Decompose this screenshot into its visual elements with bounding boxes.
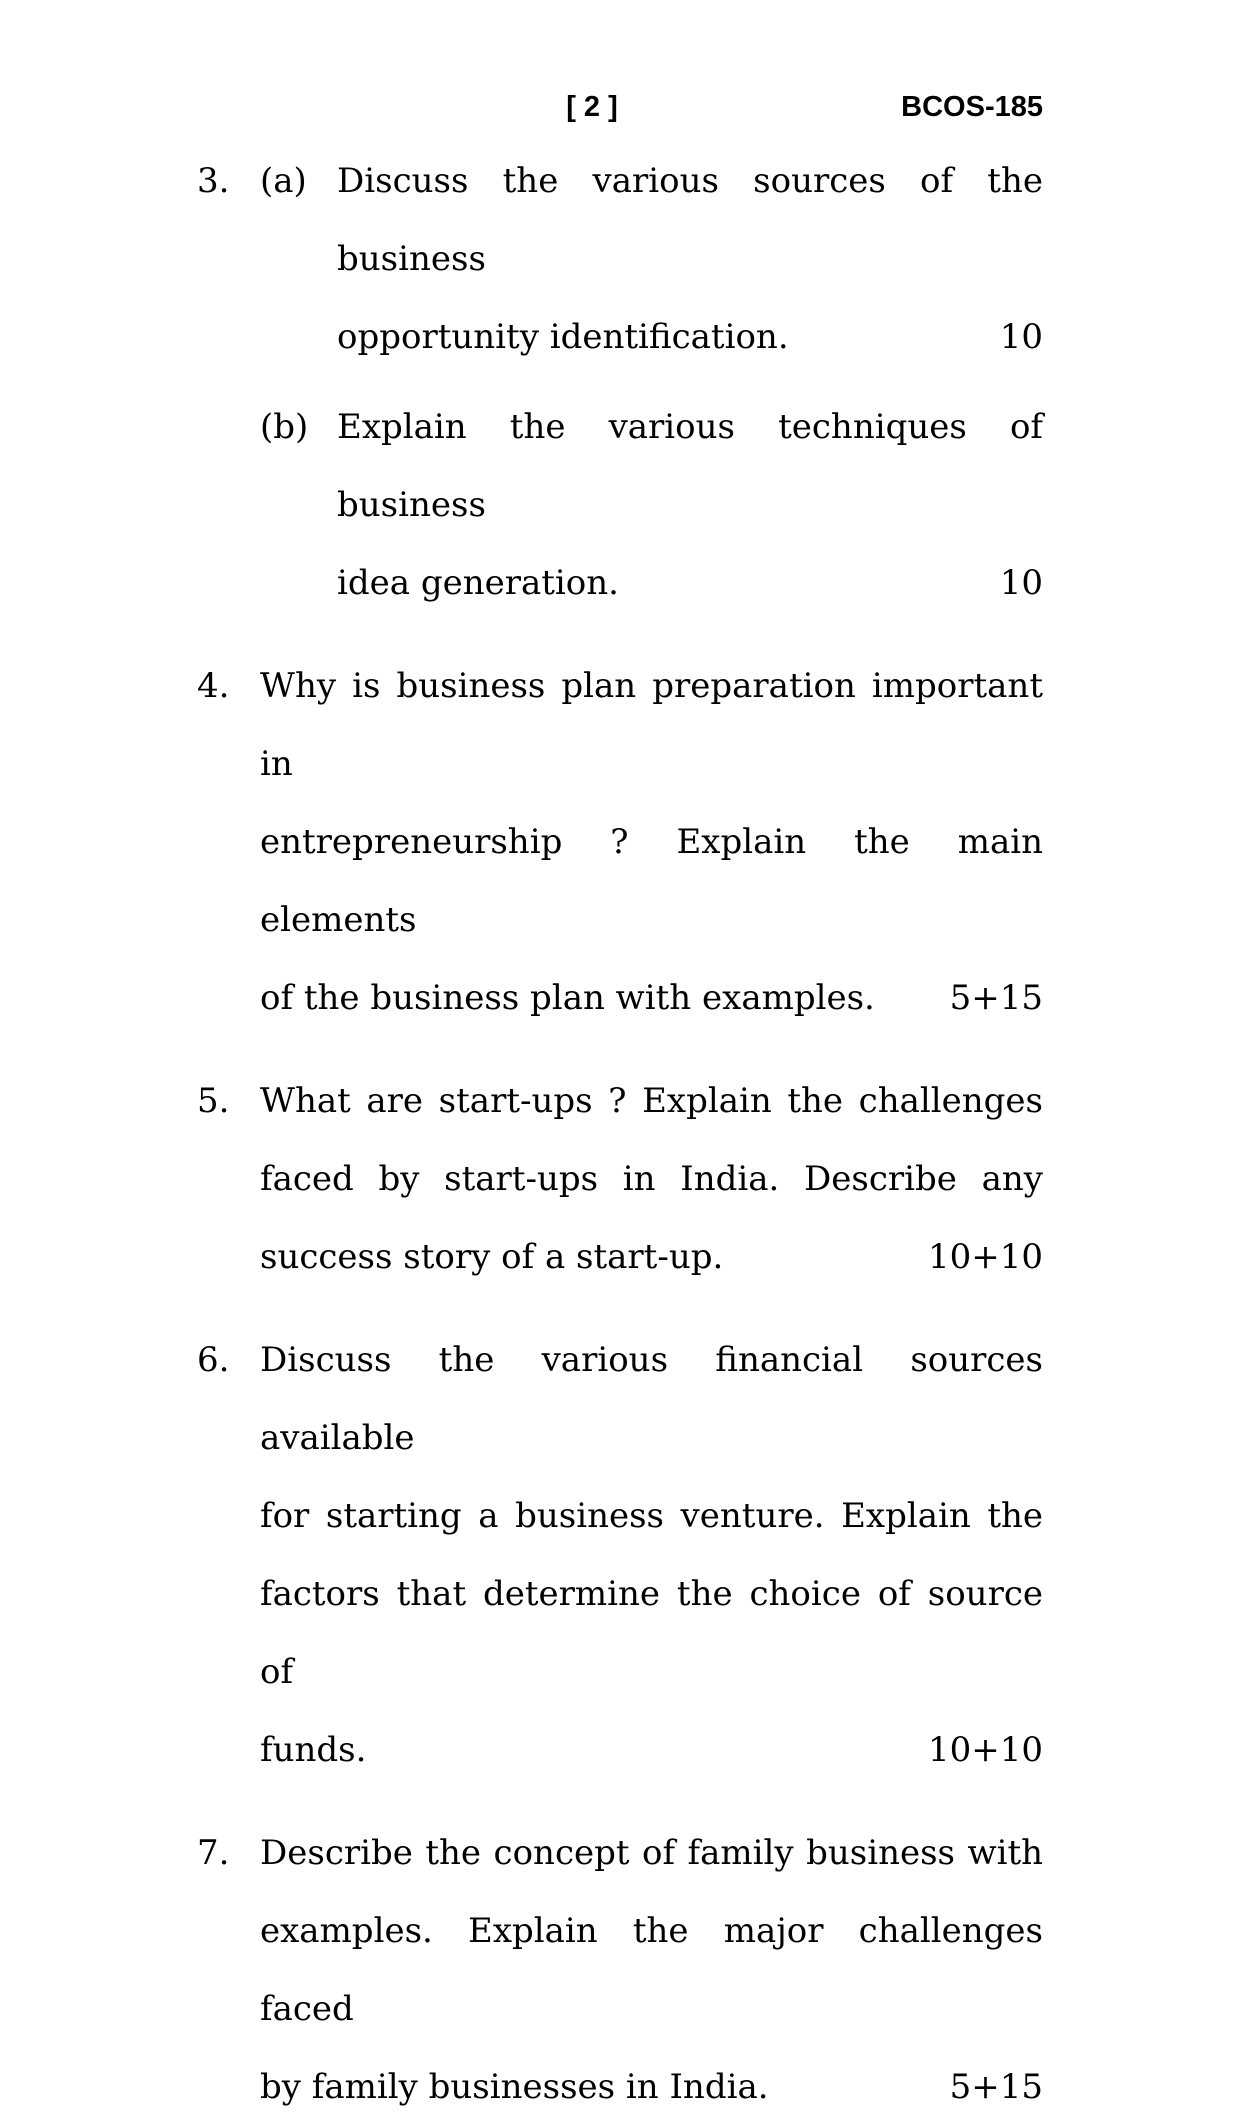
question-line: entrepreneurship ? Explain the main elements xyxy=(260,822,1043,940)
question-number: 5. xyxy=(197,1081,230,1121)
questions-list xyxy=(197,142,1043,2126)
course-code: BCOS-185 xyxy=(901,91,1043,123)
question-number: 7. xyxy=(197,1833,230,1873)
question-3-part-a xyxy=(260,142,1043,376)
question-text xyxy=(260,1062,1043,1296)
question-3-part-b xyxy=(260,388,1043,622)
page-header xyxy=(197,90,1043,124)
part-label: (a) xyxy=(260,161,307,201)
part-text xyxy=(337,388,1043,622)
question-line: Discuss the various sources of the business xyxy=(337,161,1043,279)
question-line: factors that determine the choice of source of xyxy=(260,1574,1043,1692)
question-line: Why is business plan preparation important in xyxy=(260,666,1043,784)
question-last-line xyxy=(260,1711,1043,1789)
question-text xyxy=(260,647,1043,1037)
question-last-line xyxy=(260,2048,1043,2126)
question-line: Explain the various techniques of business xyxy=(337,407,1043,525)
question-body xyxy=(260,142,1043,622)
question-line: success story of a start-up. xyxy=(260,1237,724,1277)
question-line: for starting a business venture. Explain the xyxy=(260,1496,1043,1536)
question-7 xyxy=(197,1814,1043,2126)
question-line: opportunity identification. xyxy=(337,317,789,357)
question-text xyxy=(260,1321,1043,1789)
marks-value: 10+10 xyxy=(927,1237,1043,1277)
question-line: funds. xyxy=(260,1730,367,1770)
question-number: 4. xyxy=(197,666,230,706)
marks-value: 10 xyxy=(999,317,1043,357)
question-last-line xyxy=(260,1218,1043,1296)
marks-value: 5+15 xyxy=(949,978,1043,1018)
question-last-line xyxy=(337,298,1043,376)
question-3 xyxy=(197,142,1043,622)
question-line: of the business plan with examples. xyxy=(260,978,875,1018)
question-4 xyxy=(197,647,1043,1037)
question-last-line xyxy=(337,544,1043,622)
question-line: faced by start-ups in India. Describe any xyxy=(260,1159,1043,1199)
question-line: examples. Explain the major challenges faced xyxy=(260,1911,1043,2029)
question-text xyxy=(260,1814,1043,2126)
question-line: What are start-ups ? Explain the challenges xyxy=(260,1081,1043,1121)
question-line: by family businesses in India. xyxy=(260,2067,769,2107)
question-last-line xyxy=(260,959,1043,1037)
marks-value: 5+15 xyxy=(949,2067,1043,2107)
part-label: (b) xyxy=(260,407,309,447)
question-line: idea generation. xyxy=(337,563,619,603)
page-number: [ 2 ] xyxy=(566,91,618,123)
question-number: 6. xyxy=(197,1340,230,1380)
marks-value: 10 xyxy=(999,563,1043,603)
question-line: Describe the concept of family business with xyxy=(260,1833,1043,1873)
marks-value: 10+10 xyxy=(927,1730,1043,1770)
part-text xyxy=(337,142,1043,376)
question-6 xyxy=(197,1321,1043,1789)
question-5 xyxy=(197,1062,1043,1296)
question-line: Discuss the various financial sources available xyxy=(260,1340,1043,1458)
question-number: 3. xyxy=(197,161,230,201)
